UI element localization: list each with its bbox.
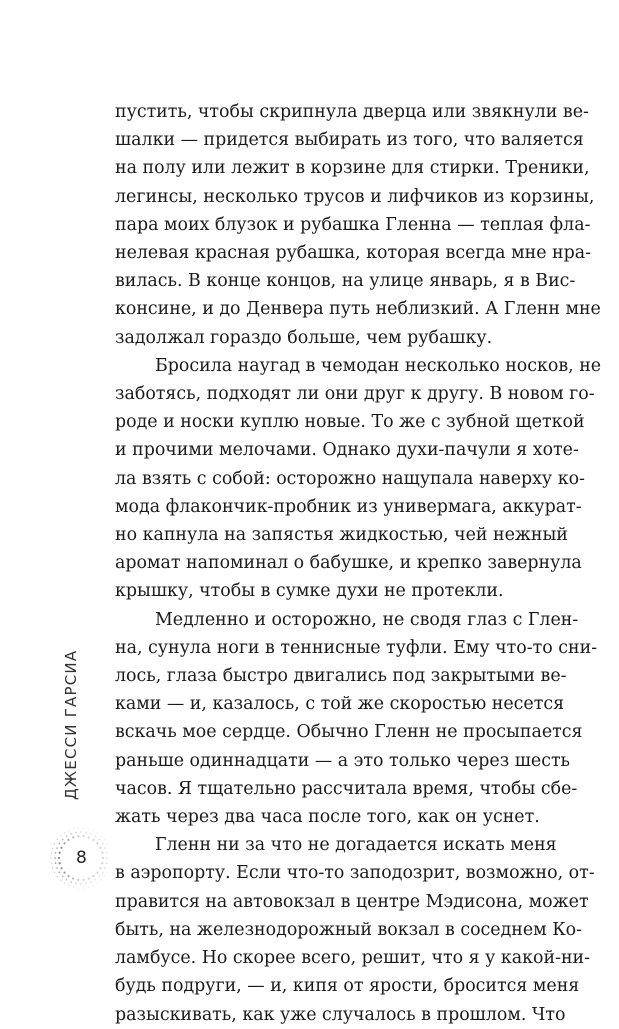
ornament-dot: [96, 871, 98, 873]
text-line: Медленно и осторожно, не сводя глаз с Глен-: [155, 609, 579, 630]
ornament-dot: [55, 862, 57, 864]
text-line: но капнула на запястья жидкостью, чей нежный: [115, 525, 568, 546]
text-line: пустить, чтобы скрипнула дверца или звякнули ве-: [115, 102, 589, 122]
page-number: 8: [76, 848, 87, 868]
ornament-dot: [107, 843, 108, 844]
ornament-dot: [83, 835, 85, 837]
ornament-dot: [92, 885, 93, 886]
ornament-dot: [77, 879, 79, 881]
ornament-dot: [60, 847, 62, 849]
text-line: быть, на железнодорожный вокзал в соседнем Ко-: [115, 919, 583, 940]
ornament-dot: [67, 839, 69, 841]
ornament-dot: [88, 877, 90, 879]
text-line: часов. Я тщательно рассчитала время, чтобы сбе-: [115, 778, 578, 799]
ornament-dot: [67, 875, 69, 877]
ornament-dot: [99, 847, 101, 849]
ornament-dot: [63, 842, 65, 844]
text-line: пара моих блузок и рубашка Гленна — теплая фла-: [115, 214, 591, 235]
ornament-dot: [90, 833, 92, 835]
ornament-dot: [57, 876, 58, 877]
ornament-dot: [80, 883, 82, 885]
text-line: крышку, чтобы в сумке духи не протекли.: [115, 581, 504, 602]
ornament-dot: [106, 857, 108, 859]
running-head: ДЖЕССИ ГАРСИА: [62, 649, 80, 800]
ornament-dot: [52, 848, 53, 849]
ornament-dot: [99, 867, 101, 869]
ornament-dot: [83, 828, 84, 829]
text-line: на полу или лежит в корзине для стирки. Треники,: [115, 158, 590, 179]
text-line: правится на автовокзал в центре Мэдисона, может: [115, 891, 589, 912]
ornament-dot: [59, 862, 61, 864]
ornament-dot: [51, 852, 52, 853]
ornament-dot: [77, 835, 79, 837]
ornament-dot: [88, 836, 90, 838]
ornament-dot: [51, 862, 52, 863]
text-line: ками — и, казалось, с той же скоростью несется: [115, 694, 565, 715]
ornament-dot: [72, 877, 74, 879]
ornament-dot: [102, 872, 104, 874]
ornament-dot: [78, 887, 79, 888]
text-line: в аэропорту. Если что-то заподозрит, возможно, от-: [115, 863, 595, 884]
text-line: роде и носки куплю новые. То же с зубной щеткой: [115, 412, 585, 433]
ornament-dot: [92, 830, 93, 831]
text-line: ла взять с собой: осторожно нащупала наверху ко-: [115, 468, 585, 489]
ornament-dot: [66, 836, 68, 838]
ornament-dot: [101, 852, 103, 854]
ornament-dot: [104, 839, 105, 840]
text-line: консине, и до Денвера путь неблизкий. А Гленн мне: [115, 299, 601, 320]
ornament-dot: [107, 872, 108, 873]
text-line: заботясь, подходят ли они друг к другу. В новом го-: [115, 384, 595, 405]
ornament-dot: [62, 839, 64, 841]
text-line: легинсы, несколько трусов и лифчиков из корзины,: [115, 186, 595, 207]
ornament-dot: [101, 835, 102, 836]
text-line: задолжал гораздо больше, чем рубашку.: [115, 327, 493, 348]
ornament-dot: [102, 843, 104, 845]
ornament-dot: [97, 883, 98, 884]
ornament-dot: [70, 881, 72, 883]
paragraph: [115, 352, 602, 606]
ornament-dot: [83, 887, 84, 888]
ornament-dot: [72, 836, 74, 838]
ornament-dot: [50, 857, 51, 858]
ornament-dot: [60, 835, 61, 836]
ornament-dot: [85, 883, 87, 885]
text-line: нелевая красная рубашка, которая всегда мне нра-: [115, 243, 591, 264]
ornament-dot: [59, 872, 61, 874]
ornament-dot: [68, 830, 69, 831]
paragraph: [115, 98, 601, 352]
ornament-dot: [58, 857, 60, 859]
ornament-dot: [75, 883, 77, 885]
folio-ornament: [48, 820, 108, 900]
ornament-dot: [62, 876, 64, 878]
ornament-dot: [101, 862, 103, 864]
ornament-dot: [85, 832, 87, 834]
ornament-dot: [75, 832, 77, 834]
text-line: вилась. В конце концов, на улице январь, я в Вис-: [115, 271, 576, 292]
ornament-dot: [59, 852, 61, 854]
ornament-dot: [101, 879, 102, 880]
ornament-dot: [80, 831, 82, 833]
text-line: аромат напоминал о бабушке, и крепко завернула: [115, 553, 582, 574]
ornament-dot: [88, 828, 89, 829]
ornament-dot: [70, 833, 72, 835]
ornament-dot: [55, 852, 57, 854]
paragraph: [115, 606, 598, 832]
ornament-dot: [102, 857, 104, 859]
ornament-dot: [73, 886, 74, 887]
ornament-dot: [92, 839, 94, 841]
text-line: раньше одиннадцати — а это только через шесть: [115, 750, 571, 771]
text-line: шалки — придется выбирать из того, что валяется: [115, 130, 584, 151]
ornament-dot: [99, 876, 101, 878]
text-line: лось, глаза быстро двигались под закрытыми ве-: [115, 666, 567, 687]
ornament-dot: [57, 839, 58, 840]
ornament-dot: [95, 836, 97, 838]
ornament-dot: [104, 847, 106, 849]
ornament-dot: [54, 843, 55, 844]
ornament-dot: [104, 867, 106, 869]
ornament-dot: [104, 876, 105, 877]
text-line: Гленн ни за что не догадается искать меня: [155, 835, 557, 856]
ornament-dot: [68, 885, 69, 886]
ornament-dot: [54, 872, 55, 873]
ornament-dot: [56, 847, 58, 849]
page-body: [115, 98, 602, 1029]
ornament-dot: [73, 828, 74, 829]
text-line: на, сунула ноги в теннисные туфли. Ему что-то сни-: [115, 637, 598, 658]
ornament-dot: [52, 867, 53, 868]
text-line: и прочими мелочами. Однако духи-пачули я хоте-: [115, 440, 579, 461]
text-line: Бросила наугад в чемодан несколько носков, не: [155, 355, 602, 376]
ornament-dot: [60, 879, 61, 880]
text-line: будь подруги, — и, кипя от ярости, бросится меня: [115, 976, 580, 997]
ornament-dot: [83, 879, 85, 881]
ornament-dot: [54, 857, 56, 859]
ornament-dot: [92, 875, 94, 877]
ornament-dot: [106, 852, 108, 854]
ornament-dot: [64, 883, 65, 884]
ornament-dot: [97, 832, 98, 833]
ornament-dot: [64, 832, 65, 833]
ornament-dot: [90, 881, 92, 883]
text-line: вскачь мое сердце. Обычно Гленн не просыпается: [115, 722, 583, 743]
text-line: мода флакончик-пробник из универмага, аккурат-: [115, 496, 582, 517]
paragraph: [115, 831, 595, 1028]
ornament-dot: [106, 862, 108, 864]
ornament-dot: [95, 879, 97, 881]
ornament-dot: [78, 828, 79, 829]
ornament-dot: [56, 867, 58, 869]
ornament-dot: [59, 843, 61, 845]
ornament-dot: [96, 842, 98, 844]
text-line: ламбусе. Но скорее всего, решит, что я у какой-ни-: [115, 948, 591, 969]
ornament-dot: [88, 886, 89, 887]
ornament-dot: [99, 839, 101, 841]
ornament-dot: [66, 879, 68, 881]
text-line: жать через два часа после того, как он уснет.: [115, 807, 540, 828]
ornament-dot: [63, 871, 65, 873]
ornament-dot: [60, 867, 62, 869]
text-line: разыскивать, как уже случалось в прошлом. Что: [115, 1004, 566, 1025]
